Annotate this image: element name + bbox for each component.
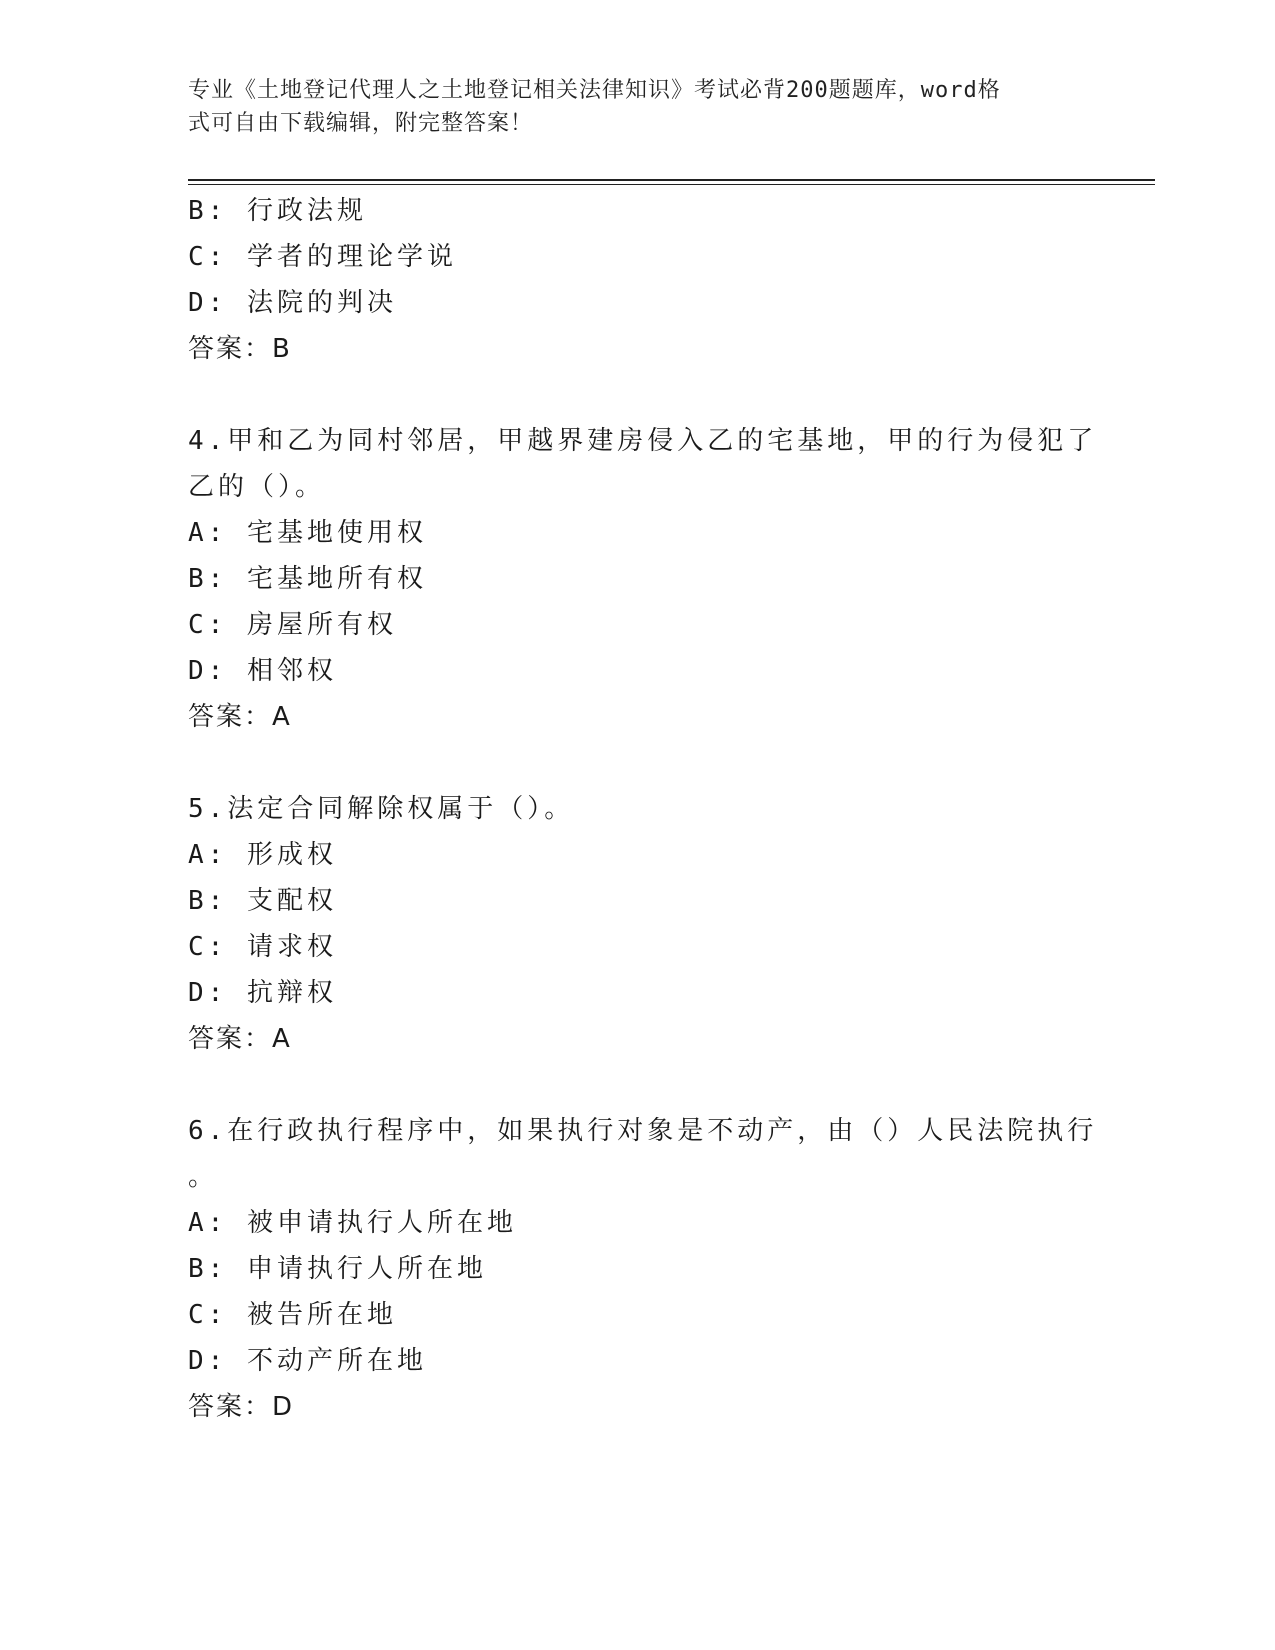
question-stem: 4.甲和乙为同村邻居，甲越界建房侵入乙的宅基地，甲的行为侵犯了	[188, 426, 1098, 456]
option-a: A: 形成权	[188, 840, 337, 870]
answer-line: 答案：D	[188, 1392, 295, 1422]
answer-line: 答案：B	[188, 334, 292, 364]
header-line-1: 专业《土地登记代理人之土地登记相关法律知识》考试必背200题题库，word格	[188, 78, 1001, 103]
question-5	[188, 786, 1088, 1062]
question-content	[188, 188, 1098, 1430]
option-d: D: 不动产所在地	[188, 1346, 427, 1376]
option-c: C: 被告所在地	[188, 1300, 397, 1330]
question-3-options	[188, 188, 1088, 372]
option-c: C: 请求权	[188, 932, 337, 962]
answer-line: 答案：A	[188, 1024, 292, 1054]
header-divider-thick	[188, 179, 1155, 181]
option-d: D: 法院的判决	[188, 288, 397, 318]
question-6	[188, 1108, 1098, 1430]
option-b: B: 宅基地所有权	[188, 564, 427, 594]
question-stem: 5.法定合同解除权属于（）。	[188, 794, 575, 824]
spacer	[188, 1062, 1088, 1108]
spacer	[188, 372, 1088, 418]
question-stem-cont: 乙的（）。	[188, 472, 326, 502]
header-divider-thin	[188, 184, 1155, 185]
question-stem-cont: 。	[188, 1162, 219, 1192]
option-b: B: 行政法规	[188, 196, 367, 226]
option-b: B: 申请执行人所在地	[188, 1254, 487, 1284]
option-b: B: 支配权	[188, 886, 337, 916]
option-c: C: 学者的理论学说	[188, 242, 457, 272]
question-4	[188, 418, 1098, 740]
option-a: A: 宅基地使用权	[188, 518, 427, 548]
option-d: D: 相邻权	[188, 656, 337, 686]
header-line-2: 式可自由下载编辑，附完整答案！	[188, 111, 534, 136]
option-c: C: 房屋所有权	[188, 610, 397, 640]
option-d: D: 抗辩权	[188, 978, 337, 1008]
answer-line: 答案：A	[188, 702, 292, 732]
question-stem: 6.在行政执行程序中，如果执行对象是不动产，由（）人民法院执行	[188, 1116, 1098, 1146]
spacer	[188, 740, 1088, 786]
option-a: A: 被申请执行人所在地	[188, 1208, 517, 1238]
document-header	[188, 74, 1088, 140]
